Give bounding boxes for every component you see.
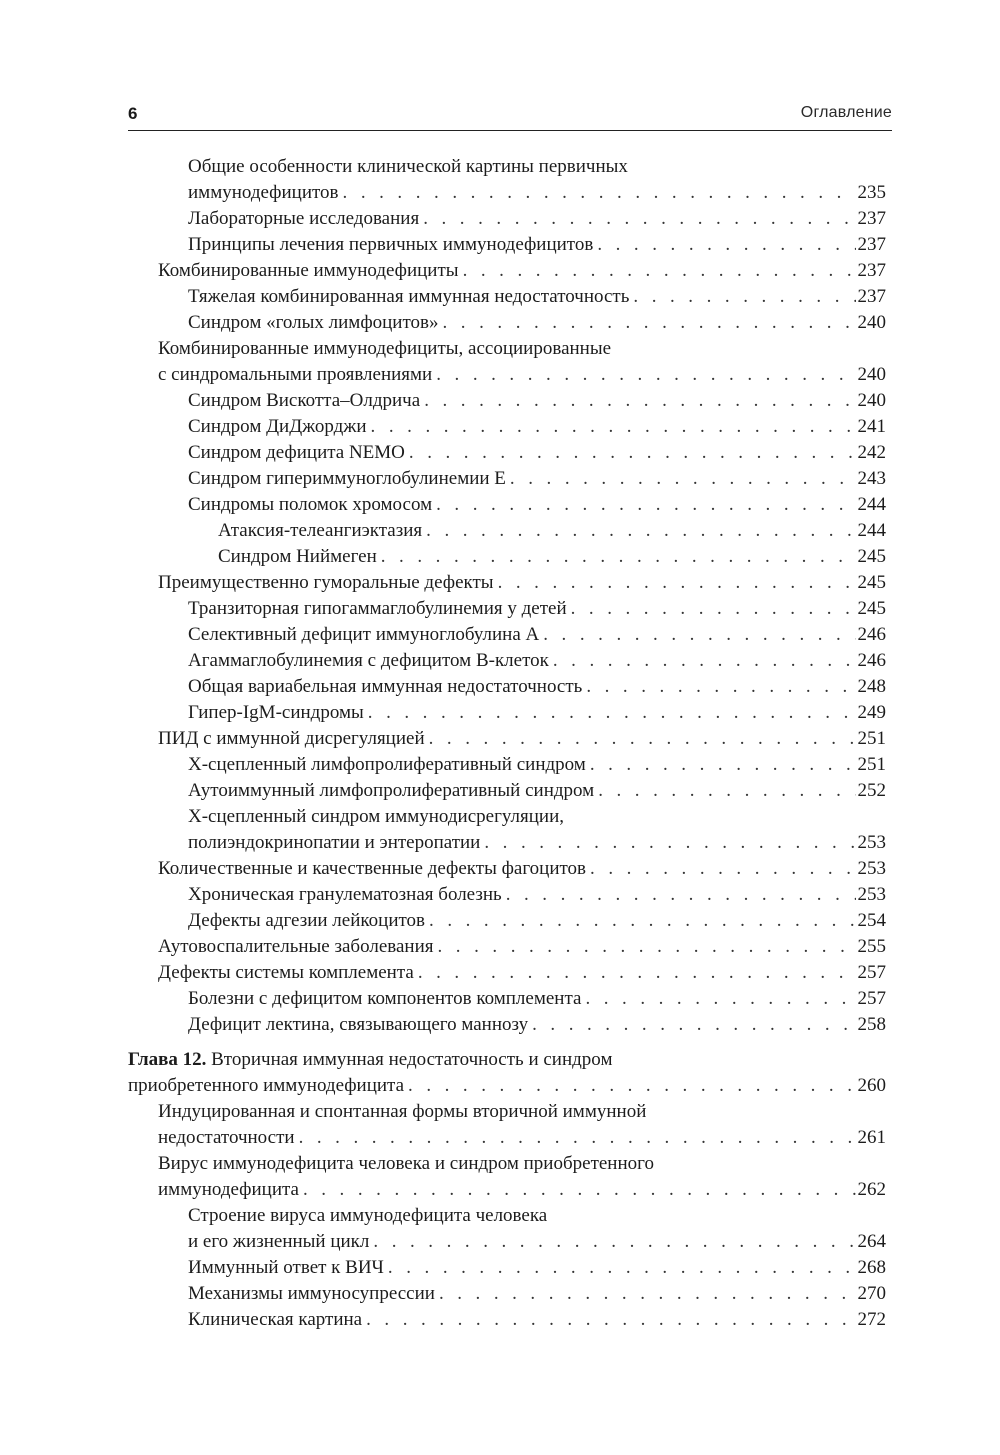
toc-entry[interactable] bbox=[128, 544, 886, 570]
dot-leader bbox=[424, 388, 855, 414]
toc-entry[interactable] bbox=[128, 960, 886, 986]
toc-entry[interactable] bbox=[128, 726, 886, 752]
toc-entry[interactable] bbox=[128, 882, 886, 908]
toc-entry-title: Дефицит лектина, связывающего маннозу bbox=[188, 1012, 532, 1038]
dot-leader bbox=[438, 934, 856, 960]
toc-entry-title: иммунодефицита bbox=[158, 1177, 303, 1203]
toc-page-number: 240 bbox=[856, 388, 887, 414]
toc-page-number: 245 bbox=[856, 570, 887, 596]
toc-entry-title: Индуцированная и спонтанная формы вторичной иммунной bbox=[158, 1101, 647, 1122]
toc-entry-title: Дефекты системы комплемента bbox=[158, 960, 418, 986]
toc-entry-title: Комбинированные иммунодефициты, ассоциированные bbox=[158, 338, 612, 359]
toc-page-number: 257 bbox=[856, 986, 887, 1012]
toc-entry-title: Аутовоспалительные заболевания bbox=[158, 934, 438, 960]
toc-entry[interactable] bbox=[128, 180, 886, 206]
toc-page-number: 244 bbox=[856, 492, 887, 518]
toc-entry-title: Дефекты адгезии лейкоцитов bbox=[188, 908, 429, 934]
toc-entry-title: недостаточности bbox=[158, 1125, 299, 1151]
toc-entry[interactable] bbox=[128, 986, 886, 1012]
toc-entry-title: ПИД с иммунной дисрегуляцией bbox=[158, 726, 429, 752]
toc-page-number: 261 bbox=[856, 1125, 887, 1151]
toc-page-number: 237 bbox=[856, 258, 887, 284]
toc-entry-title: Вирус иммунодефицита человека и синдром приобретенного bbox=[158, 1153, 654, 1174]
toc-entry[interactable] bbox=[128, 258, 886, 284]
toc-entry[interactable] bbox=[128, 570, 886, 596]
toc-entry-title: Х-сцепленный синдром иммунодисрегуляции, bbox=[188, 806, 565, 827]
dot-leader bbox=[590, 752, 856, 778]
toc-entry-title: Строение вируса иммунодефицита человека bbox=[188, 1205, 548, 1226]
toc-page-number: 248 bbox=[856, 674, 887, 700]
dot-leader bbox=[543, 622, 855, 648]
toc-entry-title: Тяжелая комбинированная иммунная недостаточность bbox=[188, 284, 633, 310]
toc-entry-title: полиэндокринопатии и энтеропатии bbox=[188, 830, 484, 856]
toc-page-number: 241 bbox=[856, 414, 887, 440]
toc-entry[interactable] bbox=[128, 674, 886, 700]
toc-entry[interactable] bbox=[128, 310, 886, 336]
dot-leader bbox=[510, 466, 856, 492]
toc-entry[interactable] bbox=[128, 206, 886, 232]
toc-page-number: 253 bbox=[856, 882, 887, 908]
dot-leader bbox=[506, 882, 856, 908]
dot-leader bbox=[590, 856, 855, 882]
dot-leader bbox=[484, 830, 855, 856]
page-number: 6 bbox=[128, 104, 138, 123]
toc-entry[interactable] bbox=[128, 154, 886, 180]
toc-entry-title: Синдром Ниймеген bbox=[218, 544, 381, 570]
toc-entry[interactable] bbox=[128, 284, 886, 310]
toc-entry[interactable] bbox=[128, 1073, 886, 1099]
toc-entry-title: Общая вариабельная иммунная недостаточность bbox=[188, 674, 586, 700]
toc-entry-title: Преимущественно гуморальные дефекты bbox=[158, 570, 498, 596]
dot-leader bbox=[368, 700, 856, 726]
toc-entry-title: Лабораторные исследования bbox=[188, 206, 423, 232]
toc-entry[interactable] bbox=[128, 934, 886, 960]
toc-entry-title: Клиническая картина bbox=[188, 1307, 366, 1333]
toc-entry[interactable] bbox=[128, 1012, 886, 1038]
toc-entry[interactable] bbox=[128, 518, 886, 544]
dot-leader bbox=[429, 726, 856, 752]
dot-leader bbox=[371, 414, 856, 440]
dot-leader bbox=[463, 258, 856, 284]
toc-entry[interactable] bbox=[128, 596, 886, 622]
toc-page-number: 246 bbox=[856, 648, 887, 674]
toc-entry-title: Атаксия-телеангиэктазия bbox=[218, 518, 426, 544]
dot-leader bbox=[426, 518, 855, 544]
dot-leader bbox=[532, 1012, 855, 1038]
toc-page-number: 264 bbox=[856, 1229, 887, 1255]
toc-entry[interactable] bbox=[128, 388, 886, 414]
toc-page-number: 246 bbox=[856, 622, 887, 648]
toc-entry[interactable] bbox=[128, 1255, 886, 1281]
toc-entry[interactable] bbox=[128, 648, 886, 674]
toc-page-number: 268 bbox=[856, 1255, 887, 1281]
dot-leader bbox=[366, 1307, 855, 1333]
toc-page-number: 245 bbox=[856, 544, 887, 570]
toc-entry[interactable] bbox=[128, 1307, 886, 1333]
page-header bbox=[128, 104, 892, 131]
toc-entry[interactable] bbox=[128, 492, 886, 518]
toc-page-number: 240 bbox=[856, 362, 887, 388]
toc-page-number: 253 bbox=[856, 830, 887, 856]
dot-leader bbox=[436, 492, 855, 518]
toc-entry[interactable] bbox=[128, 830, 886, 856]
toc-entry-title: Принципы лечения первичных иммунодефицитов bbox=[188, 232, 597, 258]
toc-entry[interactable] bbox=[128, 856, 886, 882]
toc-entry-title: Синдром дефицита NEMO bbox=[188, 440, 409, 466]
toc-entry[interactable] bbox=[128, 1151, 886, 1177]
dot-leader bbox=[381, 544, 856, 570]
toc-entry[interactable] bbox=[128, 440, 886, 466]
toc-entry-title: Х-сцепленный лимфопролиферативный синдром bbox=[188, 752, 590, 778]
toc-page-number: 235 bbox=[856, 180, 887, 206]
dot-leader bbox=[436, 362, 855, 388]
dot-leader bbox=[388, 1255, 856, 1281]
dot-leader bbox=[303, 1177, 856, 1203]
toc-page-number: 272 bbox=[856, 1307, 887, 1333]
toc-entry[interactable] bbox=[128, 1177, 886, 1203]
toc-page-number: 249 bbox=[856, 700, 887, 726]
toc-page-number: 242 bbox=[856, 440, 887, 466]
toc-entry-title: иммунодефицитов bbox=[188, 180, 343, 206]
running-title: Оглавление bbox=[800, 104, 892, 121]
toc-entry-title: Аутоиммунный лимфопролиферативный синдром bbox=[188, 778, 598, 804]
toc-page-number: 237 bbox=[856, 284, 887, 310]
toc-entry-title: Агаммаглобулинемия с дефицитом В-клеток bbox=[188, 648, 553, 674]
toc-entry-title: Синдром ДиДжорджи bbox=[188, 414, 371, 440]
toc-page-number: 270 bbox=[856, 1281, 887, 1307]
toc-entry[interactable] bbox=[128, 1203, 886, 1229]
toc-entry[interactable] bbox=[128, 1099, 886, 1125]
toc-entry-title: Вторичная иммунная недостаточность и синдром bbox=[206, 1049, 613, 1070]
dot-leader bbox=[598, 778, 855, 804]
toc-page-number: 253 bbox=[856, 856, 887, 882]
dot-leader bbox=[597, 232, 855, 258]
toc-entry-title: приобретенного иммунодефицита bbox=[128, 1073, 408, 1099]
toc-page-number: 244 bbox=[856, 518, 887, 544]
toc-page-number: 260 bbox=[856, 1073, 887, 1099]
toc-entry-title: и его жизненный цикл bbox=[188, 1229, 373, 1255]
toc-entry[interactable] bbox=[128, 466, 886, 492]
toc-page-number: 258 bbox=[856, 1012, 887, 1038]
dot-leader bbox=[553, 648, 856, 674]
toc-entry[interactable] bbox=[128, 622, 886, 648]
toc-entry[interactable] bbox=[128, 1281, 886, 1307]
dot-leader bbox=[373, 1229, 855, 1255]
toc-entry[interactable] bbox=[128, 336, 886, 362]
toc-page-number: 255 bbox=[856, 934, 887, 960]
toc-entry-title: Иммунный ответ к ВИЧ bbox=[188, 1255, 388, 1281]
dot-leader bbox=[423, 206, 855, 232]
toc-entry-title: Механизмы иммуносупрессии bbox=[188, 1281, 439, 1307]
toc-page-number: 243 bbox=[856, 466, 887, 492]
toc-page-number: 252 bbox=[856, 778, 887, 804]
toc-entry[interactable] bbox=[128, 1125, 886, 1151]
toc-entry-title: Синдром гипериммуноглобулинемии Е bbox=[188, 466, 510, 492]
toc-entry-title: с синдромальными проявлениями bbox=[158, 362, 436, 388]
dot-leader bbox=[633, 284, 855, 310]
dot-leader bbox=[408, 1073, 855, 1099]
dot-leader bbox=[586, 674, 855, 700]
toc-entry[interactable] bbox=[128, 752, 886, 778]
table-of-contents bbox=[128, 154, 886, 1333]
toc-entry-title: Селективный дефицит иммуноглобулина А bbox=[188, 622, 543, 648]
toc-page-number: 257 bbox=[856, 960, 887, 986]
toc-page-number: 237 bbox=[856, 206, 887, 232]
dot-leader bbox=[429, 908, 855, 934]
chapter-label: Глава 12. bbox=[128, 1049, 207, 1070]
toc-entry[interactable] bbox=[128, 414, 886, 440]
dot-leader bbox=[299, 1125, 856, 1151]
toc-entry-title: Комбинированные иммунодефициты bbox=[158, 258, 463, 284]
dot-leader bbox=[498, 570, 856, 596]
toc-page-number: 251 bbox=[856, 726, 887, 752]
toc-entry[interactable] bbox=[128, 700, 886, 726]
toc-entry-title: Синдром Вискотта–Олдрича bbox=[188, 388, 424, 414]
toc-entry-title: Синдромы поломок хромосом bbox=[188, 492, 436, 518]
toc-entry[interactable] bbox=[128, 232, 886, 258]
toc-entry-title: Гипер-IgM-синдромы bbox=[188, 700, 368, 726]
toc-entry-title: Общие особенности клинической картины первичных bbox=[188, 156, 628, 177]
toc-entry[interactable] bbox=[128, 804, 886, 830]
toc-page-number: 237 bbox=[856, 232, 887, 258]
toc-page-number: 251 bbox=[856, 752, 887, 778]
dot-leader bbox=[409, 440, 856, 466]
toc-entry[interactable] bbox=[128, 778, 886, 804]
toc-entry-title: Хроническая гранулематозная болезнь bbox=[188, 882, 506, 908]
toc-entry-title: Транзиторная гипогаммаглобулинемия у детей bbox=[188, 596, 571, 622]
dot-leader bbox=[571, 596, 856, 622]
toc-entry[interactable] bbox=[128, 362, 886, 388]
toc-entry-title: Болезни с дефицитом компонентов комплемента bbox=[188, 986, 585, 1012]
toc-entry-title: Количественные и качественные дефекты фагоцитов bbox=[158, 856, 590, 882]
dot-leader bbox=[585, 986, 855, 1012]
dot-leader bbox=[439, 1281, 856, 1307]
toc-entry[interactable] bbox=[128, 1229, 886, 1255]
toc-page-number: 240 bbox=[856, 310, 887, 336]
dot-leader bbox=[418, 960, 856, 986]
toc-entry[interactable] bbox=[128, 908, 886, 934]
toc-page-number: 262 bbox=[856, 1177, 887, 1203]
toc-entry-title: Синдром «голых лимфоцитов» bbox=[188, 310, 443, 336]
toc-entry[interactable] bbox=[128, 1047, 886, 1073]
dot-leader bbox=[443, 310, 856, 336]
toc-page-number: 254 bbox=[856, 908, 887, 934]
dot-leader bbox=[343, 180, 856, 206]
toc-page-number: 245 bbox=[856, 596, 887, 622]
